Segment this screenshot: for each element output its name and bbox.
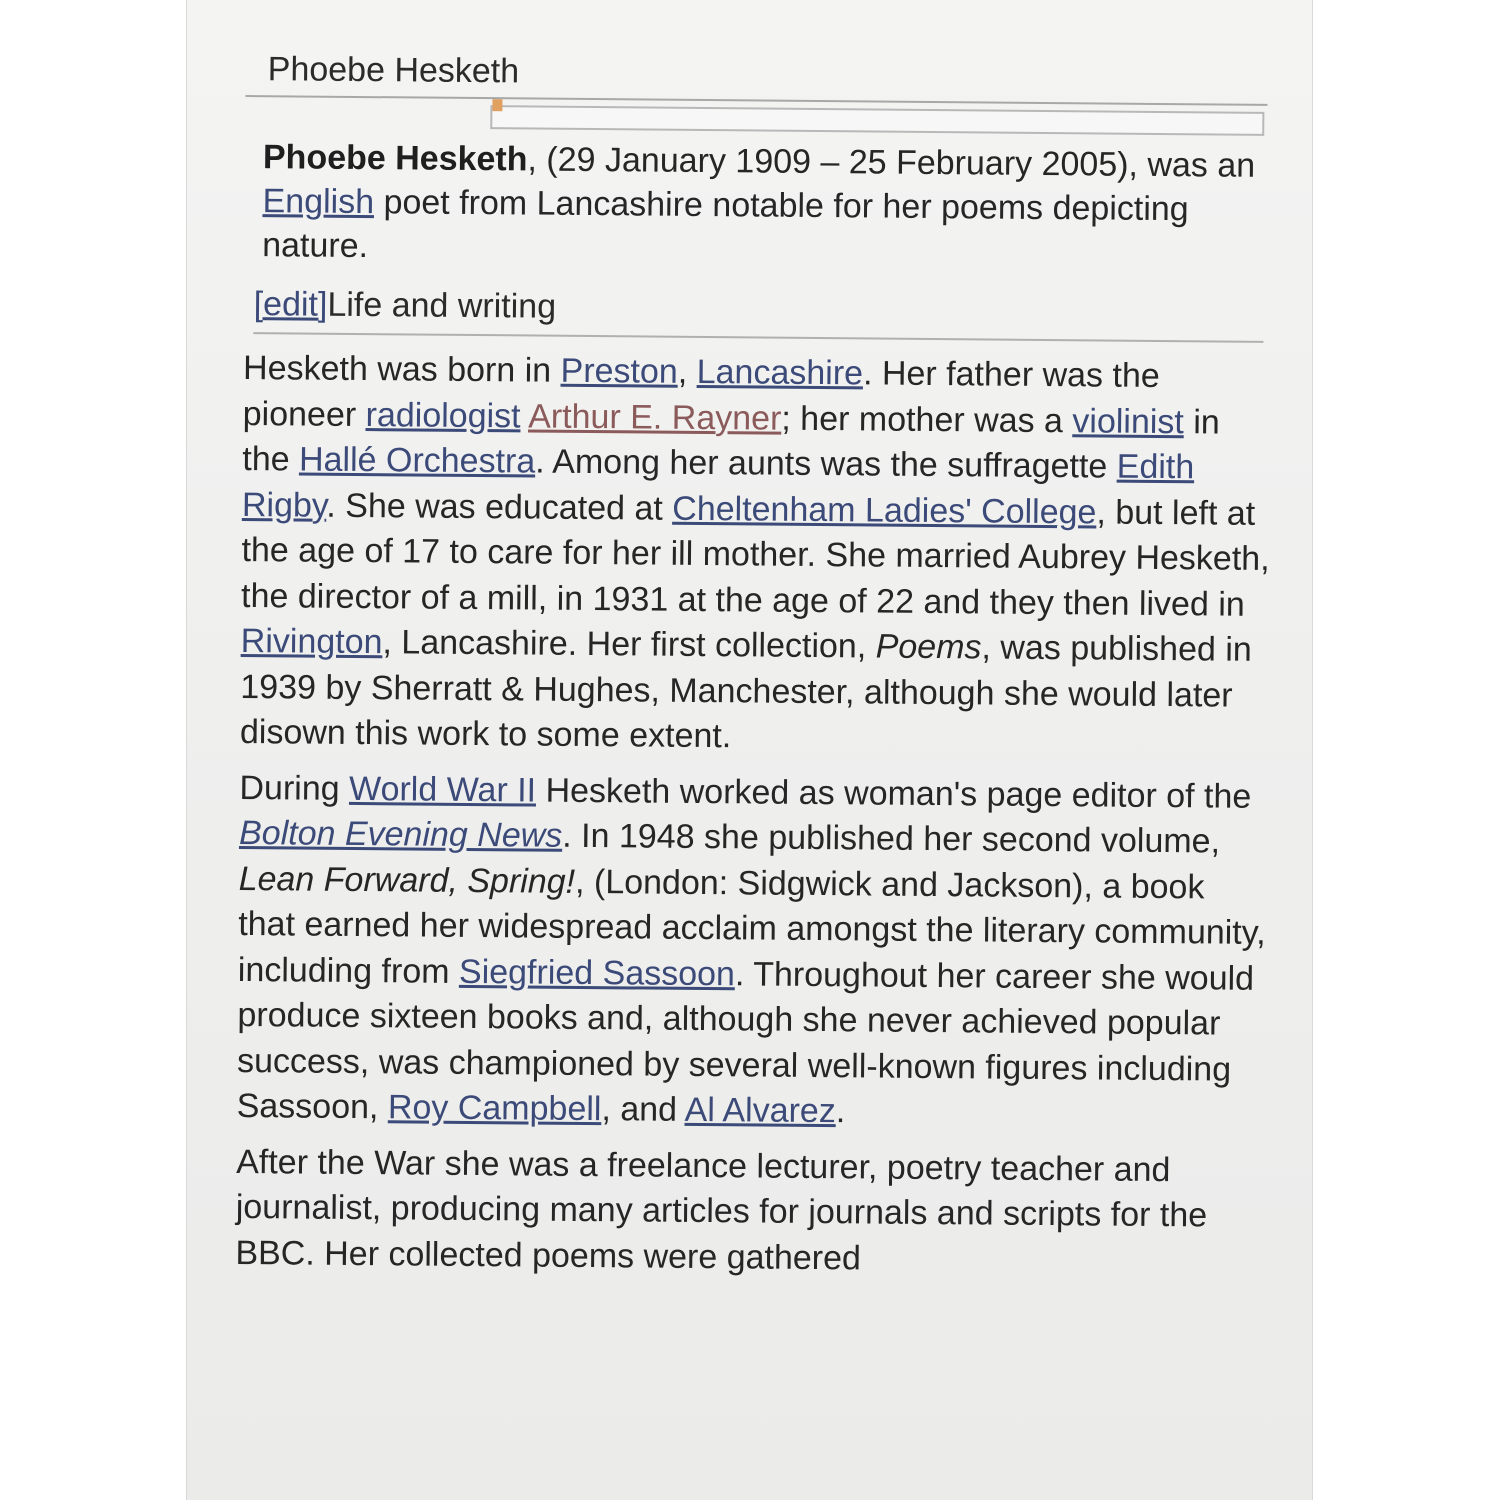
link-arthur-e-rayner[interactable]: Arthur E. Rayner [528,396,782,438]
paragraph-early-life: Hesketh was born in Preston, Lancashire. Her father was the pioneer radiologist Arthur E. Rayner; her mother was a violinist in the Hallé Orchestra. Among her aunts was the suffragette Edith Rigby. She was educated at Cheltenham Ladies' College, but left at the age of 17 to care for her ill mother. She married Aubrey Hesketh, the director of a mill, in 1931 at the age of 22 and they then lived in Rivington, Lancashire. Her first collection, Poems, was published in 1939 by Sherratt & Hughes, Manchester, although she would later disown this work to some extent. [239,348,1270,756]
link-bolton-evening-news[interactable]: Bolton Evening News [238,813,563,855]
link-preston[interactable]: Preston [560,351,678,391]
link-edith-rigby[interactable]: Edith Rigby [241,447,1195,525]
right-background [1313,0,1500,1500]
link-violinist[interactable]: violinist [1072,401,1185,441]
page-title: Phoebe Hesketh [246,40,1268,106]
title-lean-forward-spring: Lean Forward, Spring! [238,859,576,901]
title-poems: Poems [875,627,982,667]
paragraph-after-war: After the War she was a freelance lecturer, poetry teacher and journalist, producing many articles for journals and scripts for the BBC. Her collected poems were gathered [235,1142,1208,1277]
link-al-alvarez[interactable]: Al Alvarez [684,1090,836,1131]
article-content [235,40,1276,1285]
lead-paragraph: Phoebe Hesketh, (29 January 1909 – 25 February 2005), was an English poet from Lancashire notable for her poems depicting nature. [262,138,1256,266]
link-world-war-ii[interactable]: World War II [348,769,537,810]
link-radiologist[interactable]: radiologist [365,395,521,435]
search-input[interactable] [490,105,1264,136]
paragraph-war-years: During World War II Hesketh worked as woman's page editor of the Bolton Evening News. In 1948 she published her second volume, Lean Forward, Spring!, (London: Sidgwick and Jackson), a book that earned her widespread acclaim amongst the literary community, including from Siegfried Sassoon. Throughout her career she would produce sixteen books and, although she never achieved popular success, was championed by several well-known figures including Sassoon, Roy Campbell, and Al Alvarez. [236,768,1266,1131]
left-background [0,0,186,1500]
link-english[interactable]: English [262,182,375,222]
cursor-icon [492,99,502,111]
link-rivington[interactable]: Rivington [240,621,383,662]
printed-page [186,0,1313,1500]
section-heading-life-and-writing: [edit]Life and writing [253,285,1263,343]
link-halle-orchestra[interactable]: Hallé Orchestra [298,440,536,481]
link-roy-campbell[interactable]: Roy Campbell [387,1088,602,1129]
edit-link[interactable]: [edit] [253,285,328,324]
link-siegfried-sassoon[interactable]: Siegfried Sassoon [458,952,736,993]
link-lancashire[interactable]: Lancashire [696,352,864,393]
link-cheltenham-ladies-college[interactable]: Cheltenham Ladies' College [672,489,1097,531]
subject-name: Phoebe Hesketh [262,138,528,179]
